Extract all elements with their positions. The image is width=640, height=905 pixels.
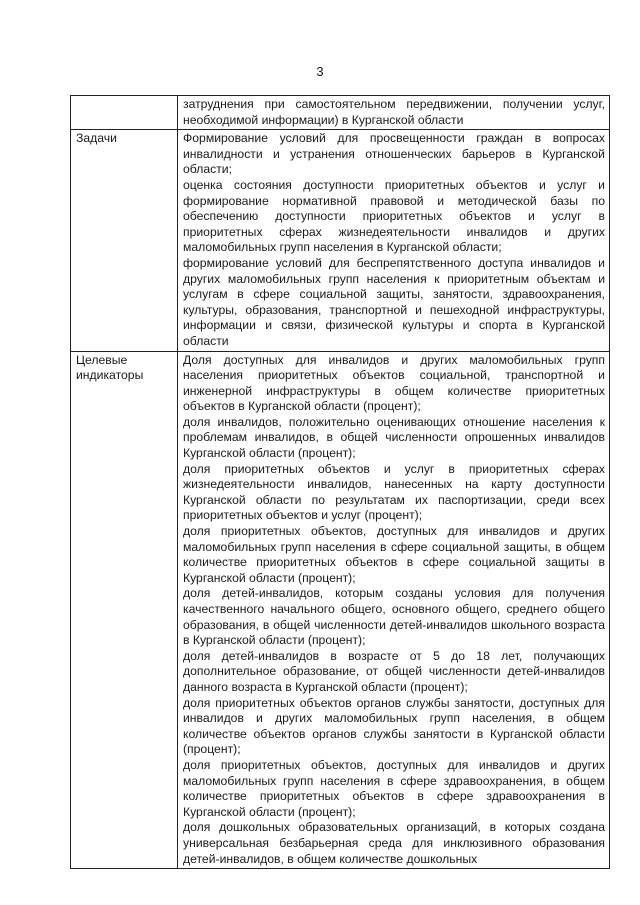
content-paragraph: формирование условий для беспрепятственного доступа инвалидов и других маломобильных групп населения к приоритетным объектам и услугам в сфере социальной защиты, занятости, здравоохранения, культуры, образования, транспортной и пешеходной инфраструктуры, информации и связи, физической культуры и спорта в Курганской области [183,255,605,348]
content-paragraph: доля детей-инвалидов в возрасте от 5 до 18 лет, получающих дополнительное образование, от общей численности детей-инвалидов данного возраста в Курганской области (процент); [183,648,605,694]
table-row [71,351,610,869]
program-passport-table [70,95,610,869]
content-paragraph: доля приоритетных объектов и услуг в приоритетных сферах жизнедеятельности инвалидов, нанесенных на карту доступности Курганской области по результатам их паспортизации, среди всех приоритетных объектов и услуг (процент); [183,461,605,523]
row-label-tasks: Задачи [71,130,178,351]
content-paragraph: затруднения при самостоятельном передвижении, получении услуг, необходимой информации) в Курганской области [183,97,605,127]
row-label-empty [71,96,178,130]
content-paragraph: доля приоритетных объектов, доступных для инвалидов и других маломобильных групп населения в сфере социальной защиты, в общем количестве приоритетных объектов в сфере социальной защиты в Курганской области (процент); [183,524,605,585]
row-label-target-indicators: Целевые индикаторы [71,351,178,869]
content-paragraph: доля инвалидов, положительно оценивающих отношение населения к проблемам инвалидов, в общей численности опрошенных инвалидов Курганской области (процент); [183,414,605,461]
page-number: 3 [316,64,324,79]
row-content-continuation [178,96,610,130]
row-content-tasks [178,130,610,351]
content-paragraph: Доля доступных для инвалидов и других маломобильных групп населения приоритетных объектов социальной, транспортной и инженерной инфраструктуры в общем количестве приоритетных объектов в Курганской области (процент); [183,352,605,414]
content-paragraph: оценка состояния доступности приоритетных объектов и услуг и формирование нормативной правовой и методической базы по обеспечению доступности приоритетных объектов и услуг в приоритетных сферах жизнедеятельности инвалидов и других маломобильных групп населения в Курганской области; [183,177,605,255]
row-content-target-indicators [178,351,610,869]
content-paragraph: доля дошкольных образовательных организаций, в которых создана универсальная безбарьерная среда для инклюзивного образования детей-инвалидов, в общем количестве дошкольных [183,820,605,866]
content-paragraph: доля детей-инвалидов, которым созданы условия для получения качественного начального общего, основного общего, среднего общего образования, в общей численности детей-инвалидов школьного возраста в Курганской области (процент); [183,586,605,648]
content-paragraph: Формирование условий для просвещенности граждан в вопросах инвалидности и устранения отношенческих барьеров в Курганской области; [183,131,605,177]
table-row [71,96,610,130]
table-row [71,130,610,351]
content-paragraph: доля приоритетных объектов органов службы занятости, доступных для инвалидов и других маломобильных групп населения, в общем количестве объектов органов службы занятости в Курганской области (процент); [183,695,605,757]
content-paragraph: доля приоритетных объектов, доступных для инвалидов и других маломобильных групп населения в сфере здравоохранения, в общем количестве приоритетных объектов в сфере здравоохранения в Курганской области (процент); [183,757,605,819]
